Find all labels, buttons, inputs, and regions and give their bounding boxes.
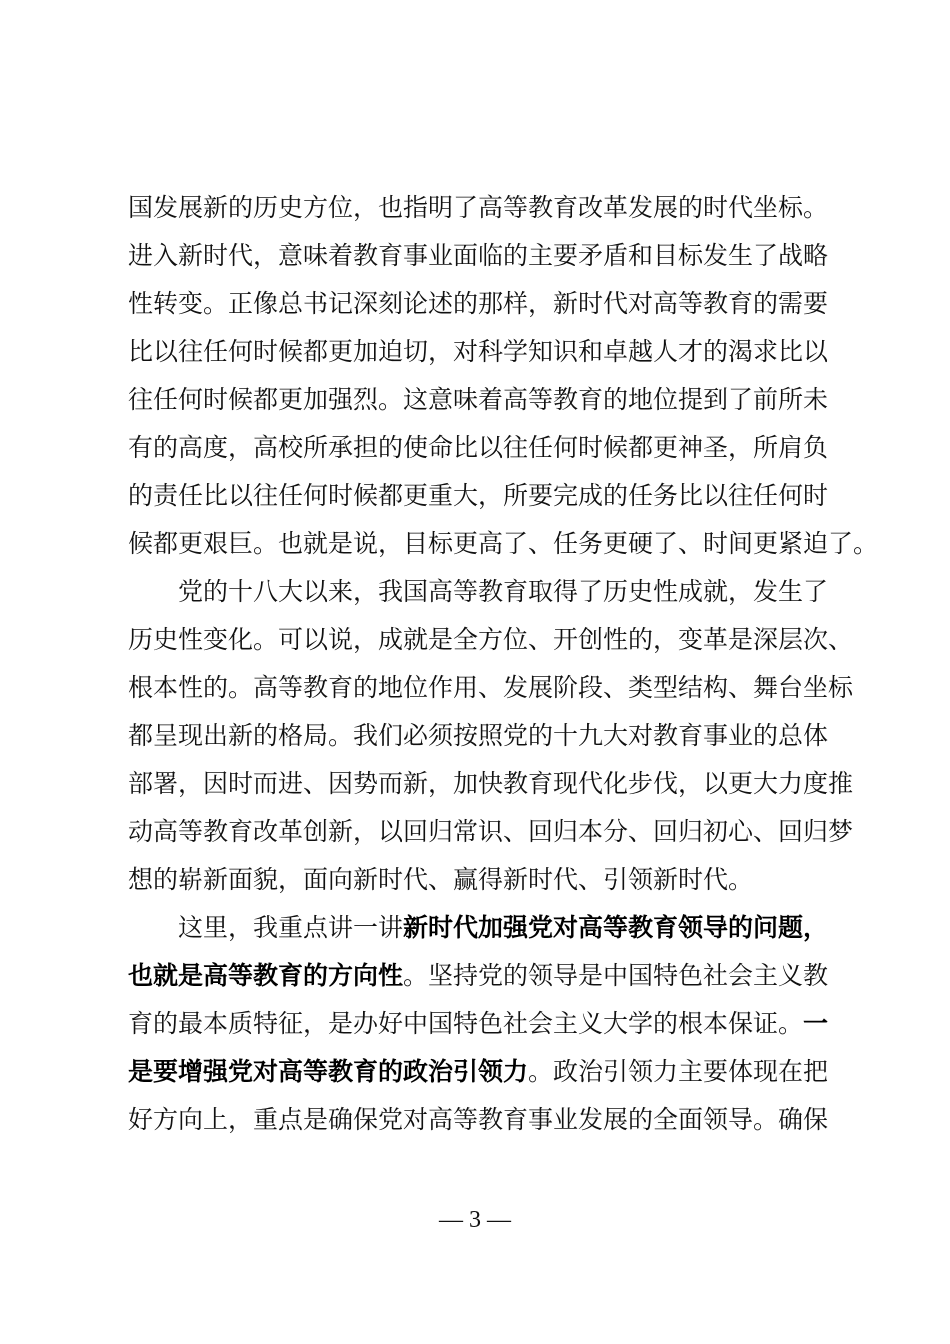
- paragraph-1-line-5: 往任何时候都更加强烈。这意味着高等教育的地位提到了前所未: [128, 385, 829, 414]
- paragraph-2-line-1: 党的十八大以来，我国高等教育取得了历史性成就，发生了: [178, 577, 829, 606]
- paragraph-3-line-4: [128, 1052, 828, 1092]
- paragraph-1-line-2: 进入新时代，意味着教育事业面临的主要矛盾和目标发生了战略: [128, 241, 829, 270]
- paragraph-1-line-3: 性转变。正像总书记深刻论述的那样，新时代对高等教育的需要: [128, 289, 829, 318]
- paragraph-3-line-4-emphasis: 是要增强党对高等教育的政治引领力: [128, 1057, 529, 1086]
- paragraph-3-line-1-text: 这里，我重点讲一讲: [178, 913, 404, 942]
- paragraph-1-line-8: 候都更艰巨。也就是说，目标更高了、任务更硬了、时间更紧迫了。: [128, 529, 879, 558]
- paragraph-3-line-1-emphasis: 新时代加强党对高等教育领导的问题，: [403, 913, 829, 942]
- paragraph-2-line-6: 动高等教育改革创新，以回归常识、回归本分、回归初心、回归梦: [128, 817, 854, 846]
- paragraph-3-line-3-text: 育的最本质特征，是办好中国特色社会主义大学的根本保证。: [128, 1009, 804, 1038]
- paragraph-2-line-5: 部署，因时而进、因势而新，加快教育现代化步伐，以更大力度推: [128, 769, 854, 798]
- paragraph-2-line-4: 都呈现出新的格局。我们必须按照党的十九大对教育事业的总体: [128, 721, 829, 750]
- paragraph-3-line-3: [128, 1004, 828, 1044]
- page-number: — 3 —: [439, 1207, 511, 1233]
- paragraph-3-line-1: [178, 908, 828, 948]
- paragraph-2-line-3: 根本性的。高等教育的地位作用、发展阶段、类型结构、舞台坐标: [128, 673, 854, 702]
- paragraph-1-line-4: 比以往任何时候都更加迫切，对科学知识和卓越人才的渴求比以: [128, 337, 829, 366]
- paragraph-3-line-2-emphasis: 也就是高等教育的方向性: [128, 961, 404, 990]
- paragraph-1-line-6: 有的高度，高校所承担的使命比以往任何时候都更神圣，所肩负: [128, 433, 829, 462]
- paragraph-1-line-7: 的责任比以往任何时候都更重大，所要完成的任务比以往任何时: [128, 481, 829, 510]
- paragraph-2-line-2: 历史性变化。可以说，成就是全方位、开创性的，变革是深层次、: [128, 625, 854, 654]
- paragraph-3-line-3-emphasis: 一: [803, 1009, 829, 1038]
- paragraph-2-line-7: 想的崭新面貌，面向新时代、赢得新时代、引领新时代。: [128, 865, 754, 894]
- paragraph-1-line-1: 国发展新的历史方位，也指明了高等教育改革发展的时代坐标。: [128, 193, 829, 222]
- paragraph-3-line-4-text: 。政治引领力主要体现在把: [528, 1057, 829, 1086]
- paragraph-3-line-5: 好方向上，重点是确保党对高等教育事业发展的全面领导。确保: [128, 1105, 829, 1134]
- paragraph-3-line-2-text: 。坚持党的领导是中国特色社会主义教: [403, 961, 829, 990]
- paragraph-3-line-2: [128, 956, 828, 996]
